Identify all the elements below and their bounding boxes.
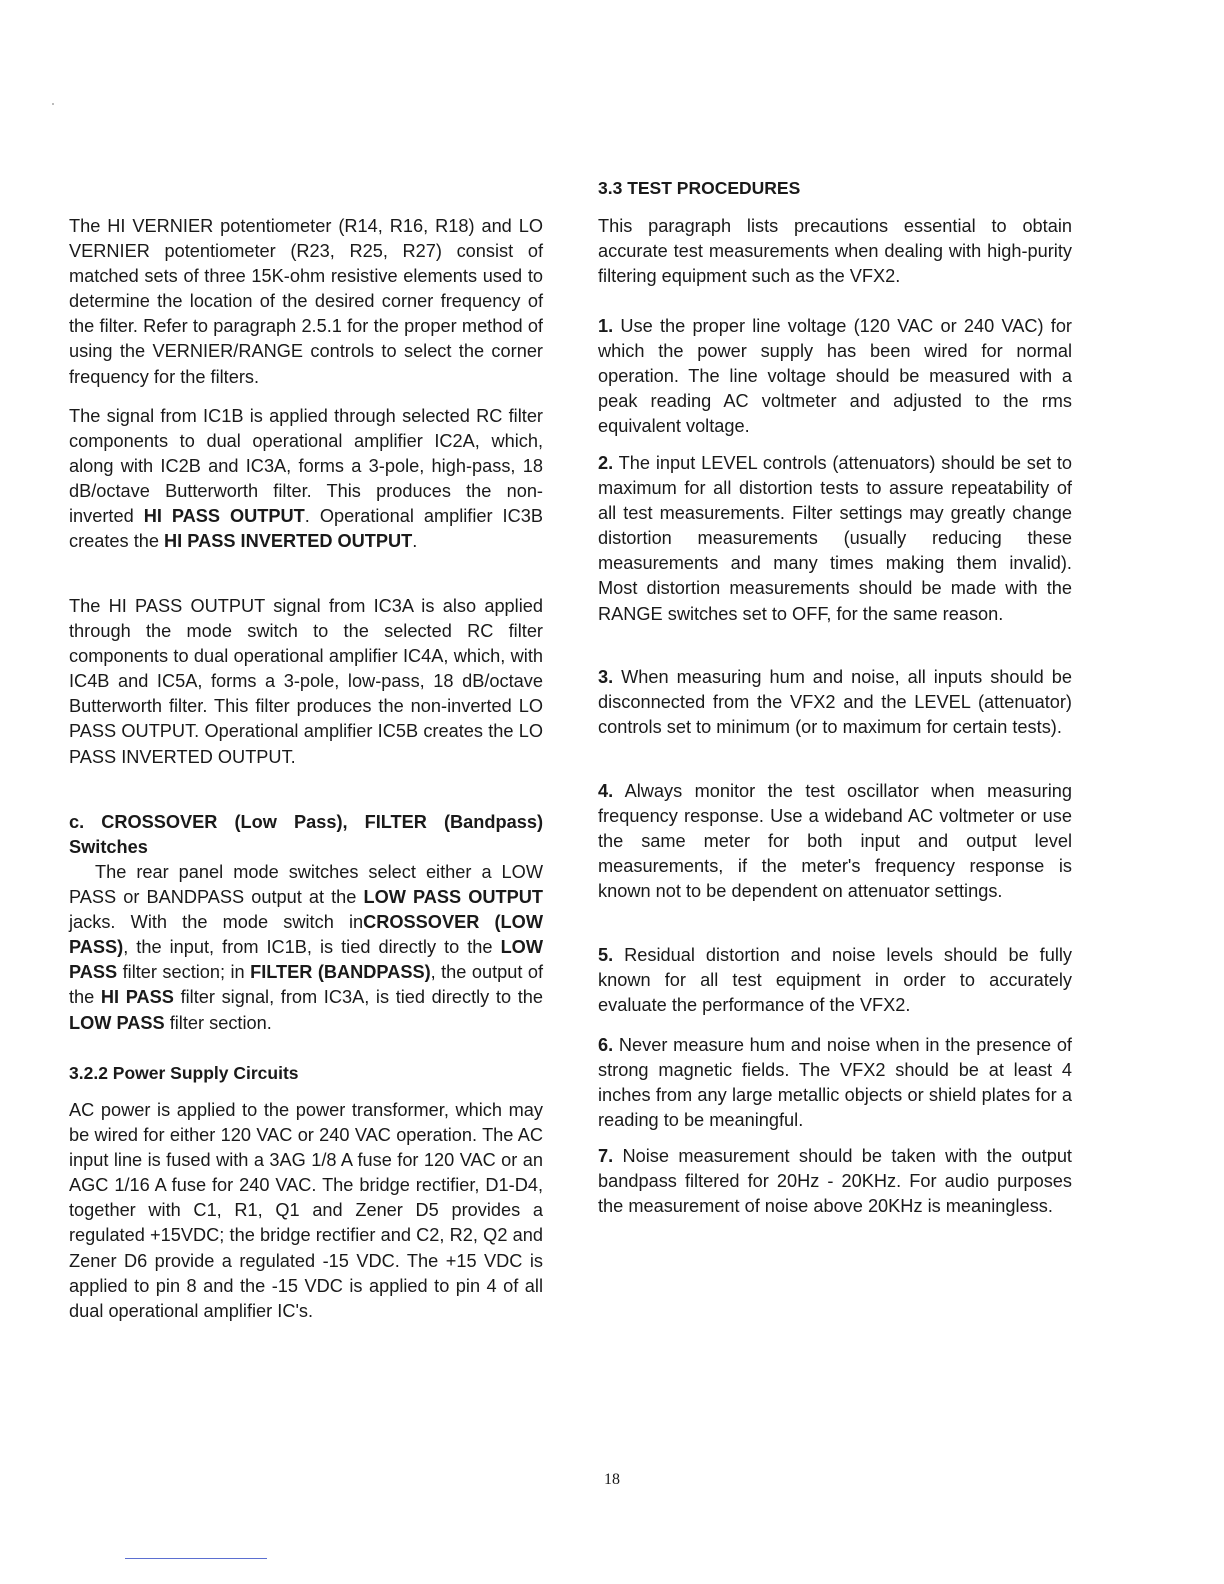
hi-pass-label: HI PASS [100, 987, 174, 1008]
page-number: 18 [604, 1471, 620, 1488]
test-item-5 [598, 943, 1072, 1018]
heading-power-supply: 3.2.2 Power Supply Circuits [69, 1063, 299, 1083]
crossover-text-e: , the input, from IC1B, is tied directly to the [123, 937, 501, 958]
crossover-text-a: The rear panel mode switches select either a LOW PASS or BANDPASS output at the [69, 862, 543, 908]
test-item-6-text: Never measure hum and noise when in the presence of strong magnetic fields. The VFX2 should be at least 4 inches from any large metallic objects or shield plates for a reading to be meaningful. [598, 1035, 1072, 1131]
footer-rule [125, 1558, 267, 1559]
test-item-4-number: 4. [598, 781, 614, 801]
test-item-4-text: Always monitor the test oscillator when measuring frequency response. Use a wideband AC voltmeter or use the same meter for both input and output level measurements, if the meter's frequency response is known not to be dependent on attenuator settings. [598, 781, 1072, 902]
low-pass-label-2: LOW PASS [69, 1012, 165, 1033]
crossover-text-k: filter signal, from IC3A, is tied directly to the [173, 987, 543, 1008]
test-item-7 [598, 1144, 1072, 1219]
paragraph-test-intro: This paragraph lists precautions essential to obtain accurate test measurements when dealing with high-purity filtering equipment such as the VFX2. [598, 216, 1072, 287]
hi-pass-output-label: HI PASS OUTPUT [143, 506, 305, 527]
low-pass-output-label: LOW PASS OUTPUT [363, 887, 543, 908]
hi-pass-text-a: The signal from IC1B is applied through selected RC filter components to dual operational amplifier IC2A, which, along with IC2B and IC3A, forms a 3-pole, high-pass, 18 dB/octave Butterworth filter. This produces the non-inverted [69, 406, 543, 527]
hi-pass-inverted-label: HI PASS INVERTED OUTPUT [164, 531, 413, 552]
test-item-4 [598, 779, 1072, 904]
paragraph-power-supply: AC power is applied to the power transformer, which may be wired for either 120 VAC or 240 VAC operation. The AC input line is fused with a 3AG 1/8 A fuse for 120 VAC or an AGC 1/16 A fuse for 240 VAC. The bridge rectifier, D1-D4, together with C1, R1, Q1 and Zener D5 provides a regulated +15VDC; the bridge rectifier and C2, R2, Q2 and Zener D6 provide a regulated -15 VDC. The +15 VDC is applied to pin 8 and the -15 VDC is applied to pin 4 of all dual operational amplifier IC's. [69, 1100, 543, 1321]
paragraph-hi-pass [69, 404, 543, 555]
crossover-text-g: filter section; in [117, 962, 251, 983]
test-item-7-number: 7. [598, 1146, 614, 1166]
heading-test-procedures: 3.3 TEST PROCEDURES [598, 178, 801, 198]
hi-pass-text-e: . [412, 531, 418, 552]
test-item-3 [598, 665, 1072, 740]
crossover-low-pass-label: CROSSOVER (LOW PASS) [69, 912, 543, 958]
crossover-text-c: jacks. With the mode switch in [69, 912, 364, 933]
filter-bandpass-label: FILTER (BANDPASS) [250, 962, 431, 983]
test-item-7-text: Noise measurement should be taken with the output bandpass filtered for 20Hz - 20KHz. For audio purposes the measurement of noise above 20KHz is meaningless. [598, 1146, 1072, 1217]
test-item-3-number: 3. [598, 667, 614, 687]
crossover-text-m: filter section. [164, 1012, 272, 1033]
test-item-2-text: The input LEVEL controls (attenuators) should be set to maximum for all distortion tests to assure repeatability of all test measurements. Filter settings may greatly change distortion measurements (usually reducing these measurements and many times making them invalid). Most distortion measurements should be made with the RANGE switches set to OFF, for the same reason. [598, 453, 1072, 624]
paragraph-vernier: The HI VERNIER potentiometer (R14, R16, R18) and LO VERNIER potentiometer (R23, R25, R27) consist of matched sets of three 15K-ohm resistive elements used to determine the location of the desired corner frequency of the filter. Refer to paragraph 2.5.1 for the proper method of using the VERNIER/RANGE controls to select the corner frequency for the filters. [69, 216, 543, 387]
test-item-1 [598, 314, 1072, 439]
paragraph-crossover [69, 860, 543, 1036]
hi-pass-text-c: . Operational amplifier IC3B creates the [69, 506, 543, 552]
low-pass-label-1: LOW PASS [69, 937, 543, 983]
crossover-text-i: , the output of the [69, 962, 543, 1008]
subheading-crossover: c. CROSSOVER (Low Pass), FILTER (Bandpass) Switches [69, 812, 543, 858]
test-item-2-number: 2. [598, 453, 614, 473]
test-item-2 [598, 451, 1072, 627]
test-item-3-text: When measuring hum and noise, all inputs should be disconnected from the VFX2 and the LEVEL (attenuator) controls set to minimum (or to maximum for certain tests). [598, 667, 1072, 738]
test-item-1-number: 1. [598, 316, 614, 336]
test-item-5-number: 5. [598, 945, 614, 965]
test-item-1-text: Use the proper line voltage (120 VAC or 240 VAC) for which the power supply has been wired for normal operation. The line voltage should be measured with a peak reading AC voltmeter and adjusted to the rms equivalent voltage. [598, 316, 1072, 437]
test-item-6-number: 6. [598, 1035, 614, 1055]
test-item-5-text: Residual distortion and noise levels should be fully known for all test equipment in order to accurately evaluate the performance of the VFX2. [598, 945, 1072, 1016]
test-item-6 [598, 1033, 1072, 1133]
scan-speck [52, 103, 54, 105]
paragraph-lo-pass: The HI PASS OUTPUT signal from IC3A is also applied through the mode switch to the selected RC filter components to dual operational amplifier IC4A, which, with IC4B and IC5A, forms a 3-pole, low-pass, 18 dB/octave Butterworth filter. This filter produces the non-inverted LO PASS OUTPUT. Operational amplifier IC5B creates the LO PASS INVERTED OUTPUT. [69, 596, 543, 767]
